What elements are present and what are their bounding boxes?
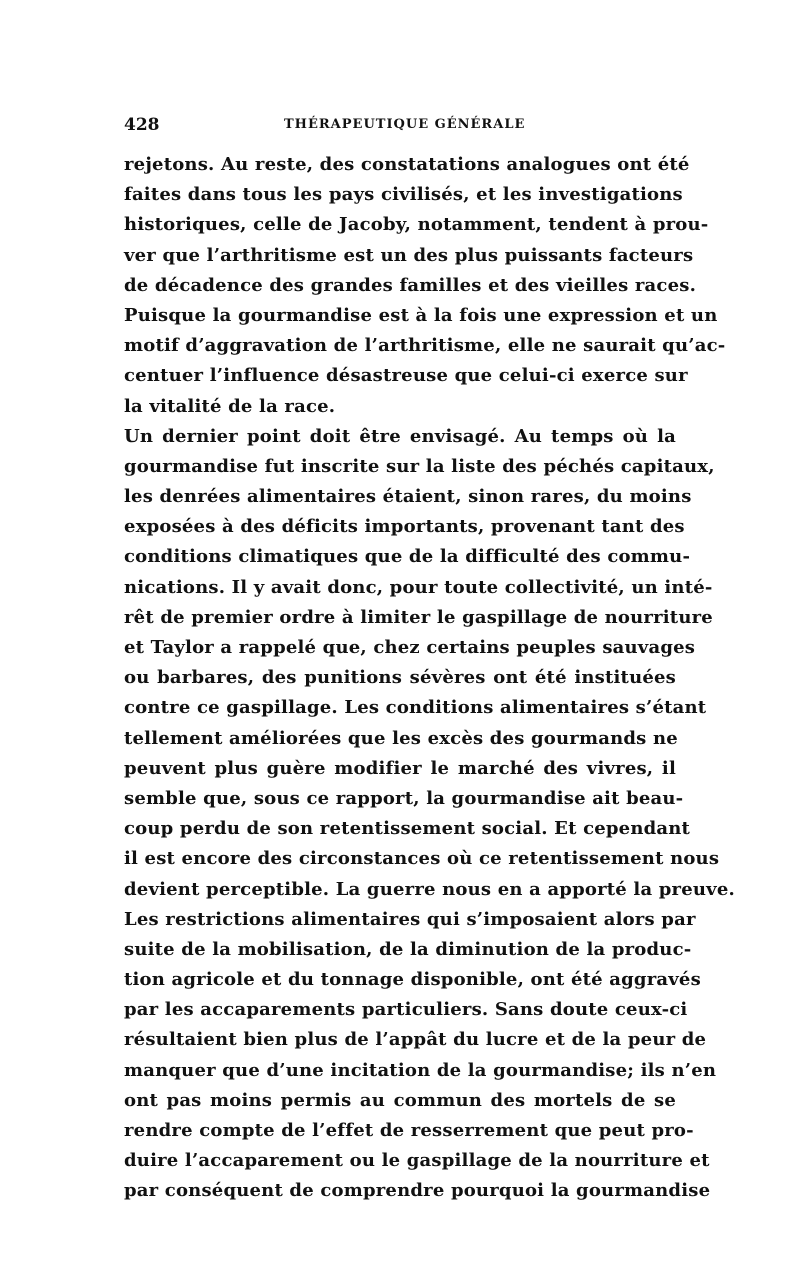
text-line: rejetons. Au reste, des constatations analogues ont été <box>124 154 690 175</box>
text-line: conditions climatiques que de la difficulté des commu- <box>124 546 691 568</box>
text-line: devient perceptible. La guerre nous en a apporté la preuve. <box>124 878 735 900</box>
text-line: motif d’aggravation de l’arthritisme, elle ne saurait qu’ac- <box>124 335 726 357</box>
text-line: suite de la mobilisation, de la diminution de la produc- <box>124 938 692 960</box>
text-line: nications. Il y avait donc, pour toute collectivité, un inté- <box>124 576 713 598</box>
text-line: de décadence des grandes familles et des vieilles races. <box>124 274 697 296</box>
text-line: historiques, celle de Jacoby, notamment, tendent à prou- <box>124 214 709 236</box>
text-line: Un dernier point doit être envisagé. Au temps où la <box>124 425 676 447</box>
text-line: résultaient bien plus de l’appât du lucre et de la peur de <box>124 1029 707 1051</box>
page-header <box>124 115 676 139</box>
text-line: faites dans tous les pays civilisés, et les investigations <box>124 184 683 206</box>
text-line: tellement améliorées que les excès des gourmands ne <box>124 727 678 749</box>
body-text <box>124 150 735 1207</box>
text-line: les denrées alimentaires étaient, sinon rares, du moins <box>124 486 692 508</box>
text-line: coup perdu de son retentissement social. Et cependant <box>124 818 691 840</box>
text-line: manquer que d’une incitation de la gourmandise; ils n’en <box>124 1059 717 1081</box>
text-line: contre ce gaspillage. Les conditions alimentaires s’étant <box>124 697 707 719</box>
text-line: Les restrictions alimentaires qui s’imposaient alors par <box>124 908 696 930</box>
page-number: 428 <box>124 115 160 135</box>
text-line: il est encore des circonstances où ce retentissement nous <box>124 848 720 870</box>
text-line: tion agricole et du tonnage disponible, ont été aggravés <box>124 969 701 991</box>
text-line: rendre compte de l’effet de resserrement que peut pro- <box>124 1120 694 1141</box>
text-line: semble que, sous ce rapport, la gourmandise ait beau- <box>124 787 684 809</box>
text-line: par conséquent de comprendre pourquoi la gourmandise <box>124 1180 711 1202</box>
text-line: la vitalité de la race. <box>124 395 336 417</box>
text-line: exposées à des déficits importants, provenant tant des <box>124 516 685 538</box>
running-title: THÉRAPEUTIQUE GÉNÉRALE <box>284 117 526 132</box>
text-line: centuer l’influence désastreuse que celui-ci exerce sur <box>124 365 688 387</box>
text-line: et Taylor a rappelé que, chez certains peuples sauvages <box>124 637 696 658</box>
text-line: ou barbares, des punitions sévères ont été instituées <box>124 667 676 689</box>
text-line: ver que l’arthritisme est un des plus puissants facteurs <box>124 244 694 266</box>
text-line: gourmandise fut inscrite sur la liste des péchés capitaux, <box>124 455 715 477</box>
text-line: duire l’accaparement ou le gaspillage de la nourriture et <box>124 1150 710 1172</box>
text-line: par les accaparements particuliers. Sans doute ceux-ci <box>124 999 688 1021</box>
text-line: ont pas moins permis au commun des mortels de se <box>124 1089 676 1111</box>
text-line: rêt de premier ordre à limiter le gaspillage de nourriture <box>124 606 713 628</box>
text-line: Puisque la gourmandise est à la fois une expression et un <box>124 304 718 326</box>
text-line: peuvent plus guère modifier le marché des vivres, il <box>124 757 676 779</box>
